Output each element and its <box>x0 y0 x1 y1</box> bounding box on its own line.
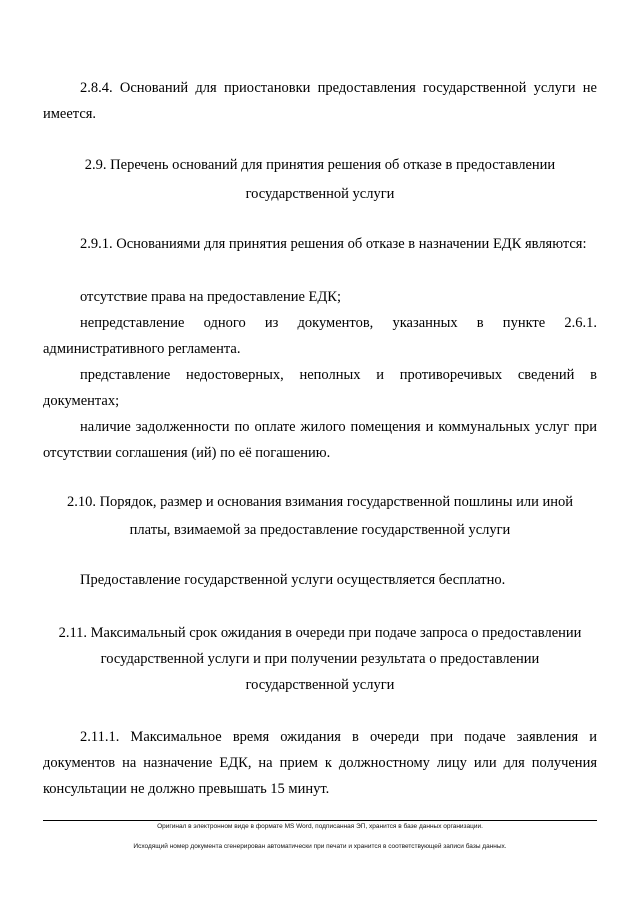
list-item: непредставление одного из документов, указанных в пункте 2.6.1. административного регламента. <box>43 315 597 357</box>
paragraph-2-8-4: 2.8.4. Оснований для приостановки предоставления государственной услуги не имеется. <box>43 80 597 122</box>
heading-2-9-line1: 2.9. Перечень оснований для принятия решения об отказе в предоставлении <box>84 157 556 173</box>
heading-2-9-line2: государственной услуги <box>245 186 395 202</box>
footer-line-1: Оригинал в электронном виде в формате MS Word, подписанная ЭП, хранится в базе данных организации. <box>157 823 483 830</box>
paragraph-2-9-1: 2.9.1. Основаниями для принятия решения об отказе в назначении ЕДК являются: <box>80 236 587 252</box>
heading-2-10-line1: 2.10. Порядок, размер и основания взимания государственной пошлины или иной <box>66 494 574 510</box>
footer-divider <box>43 820 597 821</box>
heading-2-11-line1: 2.11. Максимальный срок ожидания в очереди при подаче запроса о предоставлении <box>58 625 582 641</box>
list-item: наличие задолженности по оплате жилого помещения и коммунальных услуг при отсутствии соглашения (ий) по её погашению. <box>43 419 597 461</box>
heading-2-11-line3: государственной услуги <box>245 677 395 693</box>
paragraph-2-10: Предоставление государственной услуги осуществляется бесплатно. <box>80 572 506 588</box>
heading-2-11-line2: государственной услуги и при получении результата о предоставлении <box>100 651 540 667</box>
list-item: отсутствие права на предоставление ЕДК; <box>80 289 341 305</box>
footer-line-2: Исходящий номер документа сгенерирован автоматически при печати и хранится в соответствующей записи базы данных. <box>133 843 507 850</box>
paragraph-2-11-1: 2.11.1. Максимальное время ожидания в очереди при подаче заявления и документов на назначение ЕДК, на прием к должностному лицу или для получения консультации не должно превышать 15 минут. <box>43 729 597 797</box>
list-item: представление недостоверных, неполных и противоречивых сведений в документах; <box>43 367 597 409</box>
heading-2-10-line2: платы, взимаемой за предоставление государственной услуги <box>129 522 511 538</box>
